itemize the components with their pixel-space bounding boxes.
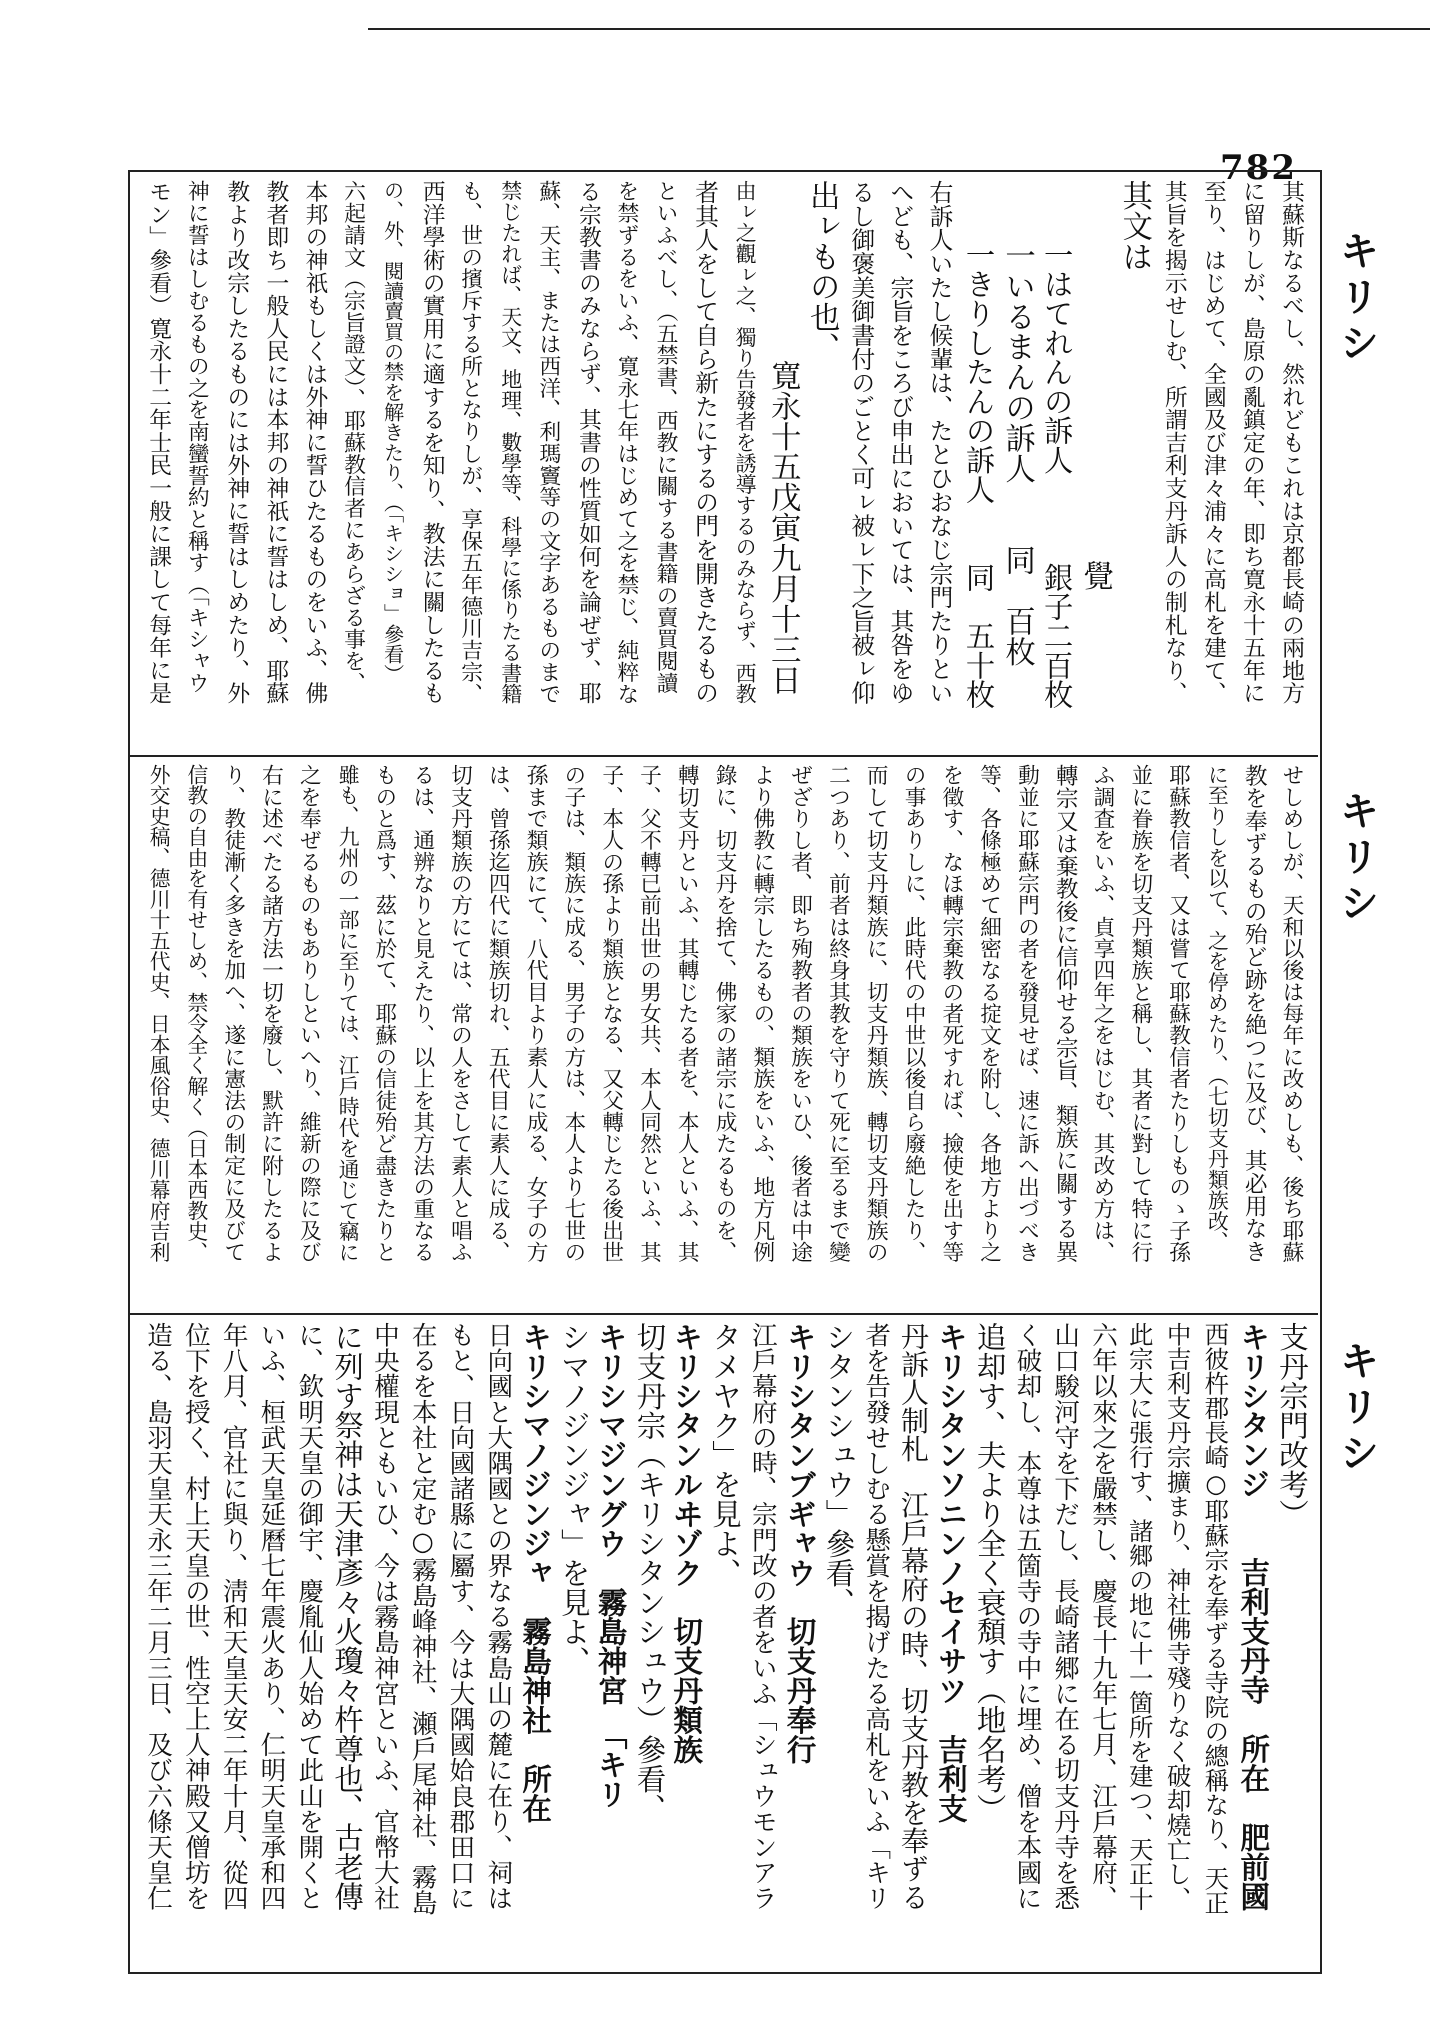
section1-line: に留りしが、島原の亂鎮定の年、即ち寛永十五年に [1238,180,1265,705]
section3-line: 山口駿河守を下だし、長崎諸郷に在る切支丹寺を悉 [1050,1322,1081,1911]
section1-line: 西洋學術の實用に適するを知り、教法に關したるも [418,180,445,705]
section3-line: く破却し、本尊は五箇寺の寺中に埋め、僧を本國に [1012,1322,1043,1911]
section3-line: シマノジンジャ」を見よ、 [556,1322,591,1676]
section1-line: 者其人をして自ら新たにするの門を開きたるもの [691,180,720,705]
section2-line: 二つあり、前者は終身其教を守りて死に至るまで變 [825,764,851,1263]
margin-tag-3: キリシ [1333,1340,1380,1478]
section2-line: 右に述べたる諸方法一切を廢し、默許に附したるよ [258,764,284,1263]
section2-line: 錄に、切支丹を捨て、佛家の諸宗に成たるものを、 [712,764,738,1263]
section3-line: 日向國と大隅國との界なる霧島山の麓に在り、祠は [483,1322,514,1911]
section2-line: るは、通辨なりと見えたり、以上を其方法の重なる [409,764,435,1263]
section3-line: キリシタンジ 吉利支丹寺 所在 肥前國 [1236,1322,1272,1911]
section3-line: 支丹宗門改考） [1275,1322,1309,1529]
margin-tag-2: キリシ [1333,790,1380,928]
section1-line: 神に誓はしむるもの之を南蠻誓約と稱す（「キシャウ [184,180,210,694]
section3-line: 追却す、夫より全く衰頽す（地名考） [972,1322,1007,1824]
section3-line: いふ、桓武天皇延曆七年震火あり、仁明天皇承和四 [256,1322,287,1911]
section2-line: 耶蘇教信者、又は嘗て耶蘇教信者たりしものゝ子孫 [1165,764,1191,1263]
section3-line: 丹訴人制札 江戶幕府の時、切支丹教を奉ずる [897,1322,931,1911]
section3-line: シタンシュウ」參看、 [821,1322,856,1617]
section3-line: もと、日向國諸縣に屬す、今は大隅國姶良郡田口に [445,1322,476,1911]
section3-line: 切支丹宗（キリシタンシュウ）參看、 [632,1322,667,1824]
section3-line: キリシマノジンジャ 霧島神社 所在 [518,1322,554,1824]
section1-line: 禁じたれば、天文、地理、數學等、科學に係りたる書籍 [497,180,522,705]
section3-line: キリシタンブギャウ 切支丹奉行 [782,1322,818,1765]
section2-line: に至りしを以て、之を停めたり、（七切支丹類族改、 [1204,764,1229,1253]
section2-line: り、教徒漸く多きを加へ、遂に憲法の制定に及びて [220,764,246,1263]
section3-line: キリシマジングウ 霧島神宮 「キリ [593,1322,629,1809]
section2-line: 孫まで類族にて、八代目より素人に成る、女子の方 [523,764,549,1263]
section-divider-1 [128,755,1318,757]
section-2-text [138,764,1310,1306]
section2-line: より佛教に轉宗したるもの、類族をいふ、地方凡例 [749,764,775,1263]
section1-line: るし御褒美御書付のごとく可ㇾ被ㇾ下之旨被ㇾ仰 [847,180,876,705]
section1-line: 本邦の神祇もしくは外神に誓ひたるものをいふ、佛 [301,180,328,705]
section-divider-2 [128,1313,1318,1315]
section3-line: タメヤク」を見よ、 [708,1322,743,1588]
section1-line: 其蘇斯なるべし、然れどもこれは京都長崎の兩地方 [1278,180,1304,705]
section2-line: 雖も、九州の一部に至りては、江戶時代を通じて竊に [335,764,360,1263]
section1-line: 至り、はじめて、全國及び津々浦々に高札を建て、 [1199,180,1226,705]
section1-line: モン」參看）寛永十二年士民一般に課して每年に是 [145,180,172,705]
section3-line: キリシタンルヰゾク 切支丹類族 [669,1322,705,1765]
section1-line: 其文は [1116,180,1152,272]
section1-line: 寛永十五戊寅九月十三日 [765,360,801,696]
section3-line: 西彼杵郡長崎○耶蘇宗を奉ずる寺院の總稱なり、天正 [1201,1322,1231,1916]
section3-line: 江戶幕府の時、宗門改の者をいふ「シュウモンアラ [747,1322,778,1911]
section2-line: 轉宗又は棄教後に信仰せる宗旨、類族に關する異 [1052,764,1079,1263]
section3-line: 位下を授く、村上天皇の世、性空上人神殿又僧坊を [180,1322,211,1911]
section2-line: ものと爲す、茲に於て、耶蘇の信徒殆ど盡きたりと [371,764,397,1263]
section2-line: 切支丹類族の方にては、常の人をさして素人と唱ふ [447,764,473,1263]
section3-line: 此宗大に張行す、諸郷の地に十一箇所を建つ、天正十 [1125,1322,1155,1911]
section1-line: 覺 [1077,560,1113,591]
section2-line: 子、本人の孫より類族となる、又父轉じたる後出世 [598,764,624,1263]
section1-line: 蘇、天主、または西洋、利瑪竇等の文字あるものまで [535,180,561,705]
section3-line: 中吉利支丹宗擴まり、神社佛寺殘りなく破却燒亡し、 [1163,1322,1193,1911]
section3-line: 年八月、官社に與り、淸和天皇天安二年十月、從四 [218,1322,249,1911]
section1-line: 一きりしたんの訴人 同 五十枚 [961,240,996,710]
section2-line: 而して切支丹類族に、切支丹類族、轉切支丹類族の [863,764,889,1263]
section2-line: 之を奉ぜるものもありしといへり、維新の際に及び [296,764,322,1263]
section3-line: に列す祭神は天津彥々火瓊々杵尊也、古老傳 [330,1322,365,1911]
section2-line: は、曾孫迄四代に類族切れ、五代目に素人に成る、 [485,764,511,1263]
section3-line: 者を告發せしむる懸賞を揭げたる高札をいふ「キリ [861,1322,892,1911]
section1-line: 六起請文（宗旨證文）、耶蘇教信者にあらざる事を、 [340,180,366,694]
section2-line: の事ありしに、此時代の中世以後自ら廢絶したり、 [901,764,927,1263]
section3-line: キリシタンソニンノセイサツ 吉利支 [933,1322,969,1824]
section2-line: 教を奉ずるもの殆ど跡を絶つに及び、其必用なき [1241,764,1268,1263]
section2-line: 動並に耶蘇宗門の者を發見せば、速に訴へ出づべき [1014,764,1040,1263]
section1-line: といふべし、（五禁書、西教に關する書籍の賣買閱讀 [653,180,678,694]
section2-line: 等、各條極めて細密なる掟文を附し、各地方より之 [976,764,1002,1263]
section1-line: を禁ずるをいふ、寛永七年はじめて之を禁じ、純粹な [613,180,639,705]
section3-line: 在るを本社と定む○霧島峰神社、瀬戶尾神社、霧島 [407,1322,438,1916]
section1-line: 教者即ち一般人民には本邦の神祇に誓はしめ、耶蘇 [262,180,289,705]
section2-line: の子は、類族に成る、男子の方は、本人より七世の [560,764,586,1263]
section1-line: 一いるまんの訴人 同 百枚 [999,240,1035,667]
section1-line: 由ㇾ之觀ㇾ之、獨り告發者を誘導するのみならず、西教 [732,180,757,705]
top-rule [368,28,1430,30]
section2-line: ふ調査をいふ、貞享四年之をはじむ、其改め方は、 [1090,764,1116,1263]
section2-line: せしめしが、天和以後は每年に改めしも、後ち耶蘇 [1279,764,1304,1263]
section2-line: 信教の自由を有せしめ、禁令全く解く（日本西教史、 [183,764,208,1263]
section1-line: 出ㇾもの也、 [804,180,840,363]
section2-line: 子、父不轉已前出世の男女共、本人同然といふ、其 [636,764,662,1263]
section3-line: に、欽明天皇の御宇、慶胤仙人始めて此山を開くと [294,1322,325,1911]
section2-line: を徵す、なほ轉宗棄教の者死すれば、撿使を出す等 [938,764,964,1263]
section2-line: 轉切支丹といふ、其轉じたる者を、本人といふ、其 [674,764,700,1263]
section3-line: 造る、島羽天皇天永三年二月三日、及び六條天皇仁 [143,1322,174,1911]
section1-line: の、外、閱讀賣買の禁を解きたり、（「キシショ」參看） [380,180,405,684]
section2-line: ぜざりし者、即ち殉教者の類族をいひ、後者は中途 [787,764,813,1263]
section1-line: る宗教書のみならず、其書の性質如何を論ぜず、耶 [574,180,601,705]
section1-line: へども、宗旨をころび申出においては、其咎をゆ [886,180,915,705]
section1-line: も、世の擯斥する所となりしが、享保五年德川吉宗、 [457,180,483,705]
section1-line: 教より改宗したるものには外神に誓はしめたり、外 [223,180,250,705]
section3-line: 中央權現ともいひ、今は霧島神宮といふ、官幣大社 [369,1322,400,1911]
section1-line: 其旨を揭示せしむ、所謂吉利支丹訴人の制札なり、 [1160,180,1187,705]
margin-tag-1: キリシ [1333,230,1380,368]
section1-line: 右訴人いたし候輩は、たとひおなじ宗門たりとい [925,180,954,705]
section2-line: 外交史稿、德川十五代史、日本風俗史、德川幕府吉利 [146,764,171,1263]
section1-line: 一はてれんの訴人 銀子二百枚 [1039,240,1074,710]
section3-line: 六年以來之を嚴禁し、慶長十九年七月、江戶幕府、 [1088,1322,1119,1911]
page-number: 782 [1220,148,1297,188]
section-1-text [138,180,1310,750]
section-3-text [138,1322,1310,1962]
section2-line: 並に眷族を切支丹類族と稱し、其者に對して特に行 [1127,764,1153,1263]
